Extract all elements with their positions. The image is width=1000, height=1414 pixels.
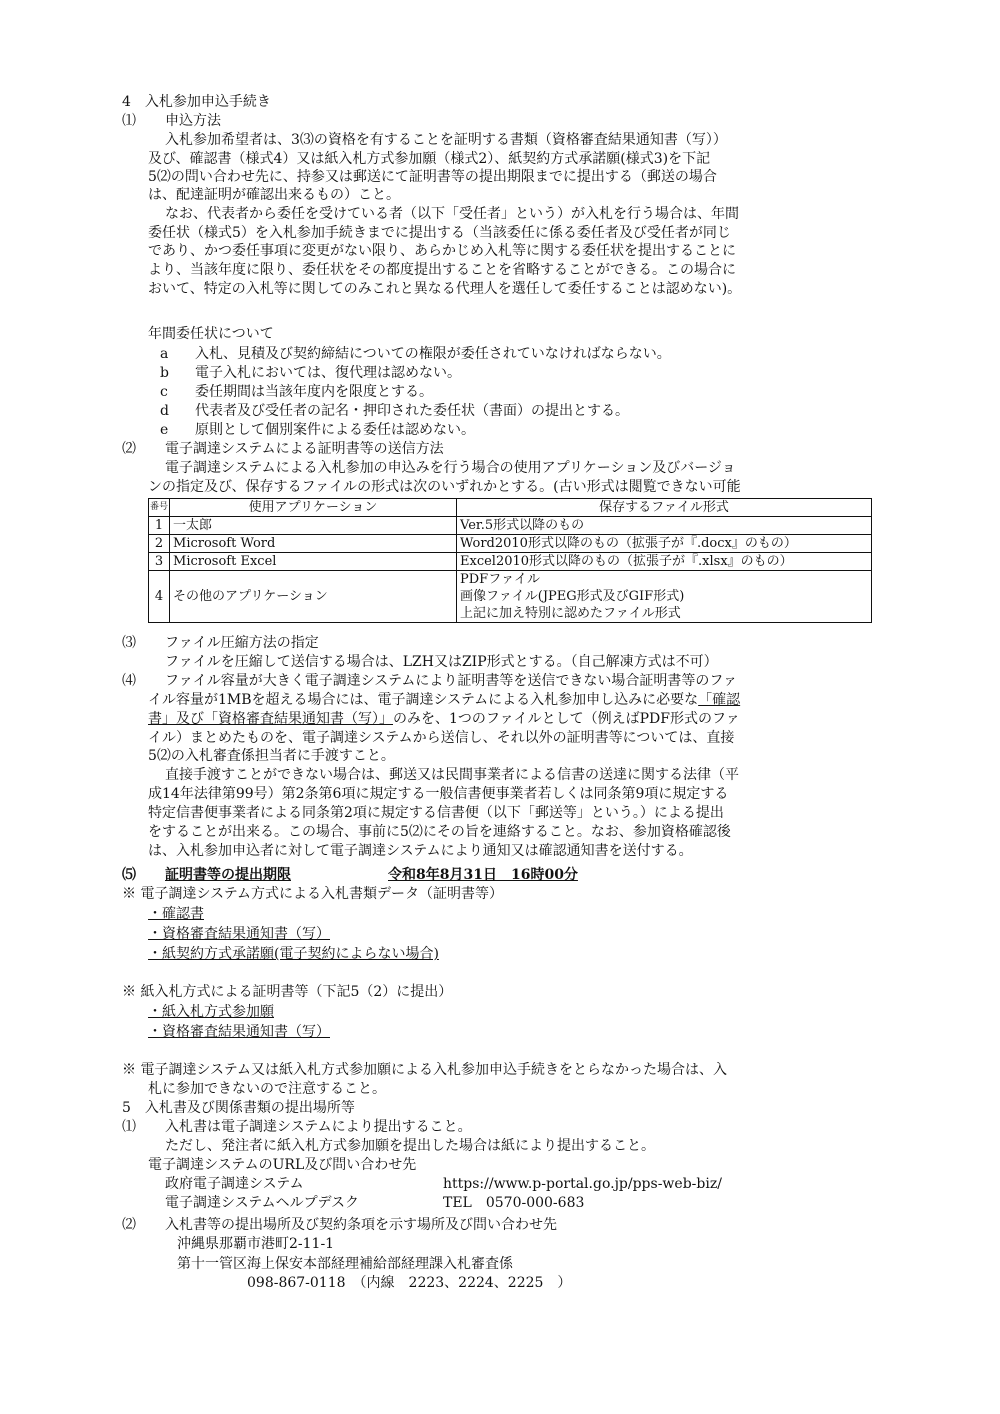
p4-line-9: をすることが出来る。この場合、事前に5⑵にその旨を連絡すること。なお、参加資格確認後 xyxy=(148,824,731,840)
s5-p1-number: ⑴ xyxy=(122,1119,136,1135)
p4-line-7: 成14年法律第99号）第2条第6項に規定する一般信書便事業者若しくは同条第9項に規定する xyxy=(148,786,729,802)
p4-underlined-text: 「確認 xyxy=(698,692,741,708)
p4-line-4: イル）まとめたものを、電子調達システムから送信し、それ以外の証明書等については、直接 xyxy=(148,730,735,746)
note-1-item: ・確認書 xyxy=(148,906,204,922)
p3-number: ⑶ xyxy=(122,635,136,651)
row-application: 一太郎 xyxy=(170,517,457,535)
p4-line-2-text: イル容量が1MBを超える場合には、電子調達システムによる入札参加申し込みに必要な xyxy=(148,692,699,708)
row-file-format xyxy=(457,571,872,623)
note-1-heading: ※ 電子調達システム方式による入札書類データ（証明書等） xyxy=(122,886,504,902)
note-3-line-1: ※ 電子調達システム又は紙入札方式参加願による入札参加申込手続きをとらなかった場合は、入 xyxy=(122,1062,728,1078)
p1-line-9: おいて、特定の入札等に関してのみこれと異なる代理人を選任して委任することは認めない)。 xyxy=(148,281,742,297)
p4-line-8: 特定信書便事業者による同条第2項に規定する信書便（以下「郵送等」という。）による提出 xyxy=(148,805,724,821)
p2-number: ⑵ xyxy=(122,441,136,457)
section-4-heading: 4 入札参加申込手続き xyxy=(122,94,271,110)
header-number: 番号 xyxy=(149,499,170,517)
annual-item-key: e xyxy=(160,422,169,438)
annual-item-text: 入札、見積及び契約締結についての権限が委任されていなければならない。 xyxy=(195,346,671,362)
p5-number: ⑸ xyxy=(122,867,136,883)
row-file-format: Ver.5形式以降のもの xyxy=(457,517,872,535)
p4-line-6: 直接手渡すことができない場合は、郵送又は民間事業者による信書の送達に関する法律（平 xyxy=(165,767,739,783)
p1-title: 申込方法 xyxy=(165,113,221,129)
note-2-item: ・紙入札方式参加願 xyxy=(148,1004,274,1020)
row-number: 2 xyxy=(149,535,170,553)
submission-deadline: 令和8年8月31日 16時00分 xyxy=(388,867,578,883)
p2-line-1: 電子調達システムによる入札参加の申込みを行う場合の使用アプリケーション及びバージョ xyxy=(165,460,736,476)
p1-number: ⑴ xyxy=(122,113,136,129)
p1-line-7: であり、かつ委任事項に変更がない限り、あらかじめ入札等に関する委任状を提出することに xyxy=(148,243,736,259)
row-number: 4 xyxy=(149,571,170,623)
p4-line-10: は、入札参加申込者に対して電子調達システムにより通知又は確認通知書を送付する。 xyxy=(148,843,693,859)
format-line: PDFファイル xyxy=(460,572,540,587)
row-file-format: Word2010形式以降のもの（拡張子が『.docx』のもの） xyxy=(457,535,872,553)
p1-line-2: 及び、確認書（様式4）又は紙入札方式参加願（様式2）、紙契約方式承諾願(様式3)を下記 xyxy=(148,151,711,167)
note-1-item: ・紙契約方式承諾願(電子契約によらない場合) xyxy=(148,946,439,962)
p3-title: ファイル圧縮方法の指定 xyxy=(165,635,319,651)
row-application: Microsoft Word xyxy=(170,535,457,553)
file-format-table xyxy=(148,498,872,623)
office-phone: 098-867-0118 （内線 2223、2224、2225 ） xyxy=(247,1275,572,1291)
p2-line-2: ンの指定及び、保存するファイルの形式は次のいずれかとする。(古い形式は閲覧できない可能 xyxy=(148,479,741,495)
annual-item-key: a xyxy=(160,346,169,362)
table-row xyxy=(149,571,872,623)
annual-item-text: 電子入札においては、復代理は認めない。 xyxy=(195,365,461,381)
p5-title: 証明書等の提出期限 xyxy=(165,867,291,883)
table-row xyxy=(149,517,872,535)
header-application: 使用アプリケーション xyxy=(170,499,457,517)
p4-line-3-text: のみを、1つのファイルとして（例えばPDF形式のファ xyxy=(393,711,740,727)
url-heading: 電子調達システムのURL及び問い合わせ先 xyxy=(148,1157,417,1173)
s5-p2-number: ⑵ xyxy=(122,1217,136,1233)
annual-item-key: b xyxy=(160,365,169,381)
p4-line-3 xyxy=(148,710,740,728)
p1-line-1: 入札参加希望者は、3⑶の資格を有することを証明する書類（資格審査結果通知書（写）） xyxy=(165,132,727,148)
annual-proxy-title: 年間委任状について xyxy=(148,326,274,342)
row-application: Microsoft Excel xyxy=(170,553,457,571)
system-url[interactable]: https://www.p-portal.go.jp/pps-web-biz/ xyxy=(443,1176,722,1192)
header-file-format: 保存するファイル形式 xyxy=(457,499,872,517)
row-number: 3 xyxy=(149,553,170,571)
p1-line-4: は、配達証明が確認出来るもの）こと。 xyxy=(148,187,400,203)
helpdesk-name: 電子調達システムヘルプデスク xyxy=(165,1195,360,1211)
p1-line-8: より、当該年度に限り、委任状をその都度提出することを省略することができる。この場合に xyxy=(148,262,736,278)
row-file-format: Excel2010形式以降のもの（拡張子が『.xlsx』のもの） xyxy=(457,553,872,571)
p3-line: ファイルを圧縮して送信する場合は、LZH又はZIP形式とする。（自己解凍方式は不可） xyxy=(165,654,718,670)
p1-line-5: なお、代表者から委任を受けている者（以下「受任者」という）が入札を行う場合は、年間 xyxy=(165,206,739,222)
s5-p1-line-1: 入札書は電子調達システムにより提出すること。 xyxy=(165,1119,472,1135)
table-header-row xyxy=(149,499,872,517)
row-number: 1 xyxy=(149,517,170,535)
s5-p2-title: 入札書等の提出場所及び契約条項を示す場所及び問い合わせ先 xyxy=(165,1217,557,1233)
section-5-heading: 5 入札書及び関係書類の提出場所等 xyxy=(122,1100,355,1116)
p2-title: 電子調達システムによる証明書等の送信方法 xyxy=(165,441,444,457)
note-2-heading: ※ 紙入札方式による証明書等（下記5（2）に提出） xyxy=(122,984,453,1000)
note-3-line-2: 札に参加できないので注意すること。 xyxy=(148,1081,386,1097)
p4-line-1: ファイル容量が大きく電子調達システムにより証明書等を送信できない場合証明書等のファ xyxy=(165,673,738,689)
p1-line-3: 5⑵の問い合わせ先に、持参又は郵送にて証明書等の提出期限までに提出する（郵送の場合 xyxy=(148,169,717,185)
helpdesk-tel: TEL 0570-000-683 xyxy=(443,1195,585,1211)
system-name: 政府電子調達システム xyxy=(165,1176,304,1192)
p4-line-5: 5⑵の入札審査係担当者に手渡すこと。 xyxy=(148,748,395,764)
note-2-item: ・資格審査結果通知書（写） xyxy=(148,1024,330,1040)
annual-item-text: 委任期間は当該年度内を限度とする。 xyxy=(195,384,433,400)
format-line: 画像ファイル(JPEG形式及びGIF形式) xyxy=(460,589,685,604)
table-row xyxy=(149,553,872,571)
annual-item-text: 代表者及び受任者の記名・押印された委任状（書面）の提出とする。 xyxy=(195,403,629,419)
p4-number: ⑷ xyxy=(122,673,136,689)
office-name: 第十一管区海上保安本部経理補給部経理課入札審査係 xyxy=(177,1256,513,1272)
format-line: 上記に加え特別に認めたファイル形式 xyxy=(460,606,681,621)
note-1-item: ・資格審査結果通知書（写） xyxy=(148,926,330,942)
s5-p1-line-2: ただし、発注者に紙入札方式参加願を提出した場合は紙により提出すること。 xyxy=(165,1138,655,1154)
p4-line-2 xyxy=(148,691,740,709)
row-application: その他のアプリケーション xyxy=(170,571,457,623)
office-address: 沖縄県那覇市港町2-11-1 xyxy=(177,1236,335,1252)
annual-item-key: d xyxy=(160,403,169,419)
p1-line-6: 委任状（様式5）を入札参加手続きまでに提出する（当該委任に係る委任者及び受任者が同じ xyxy=(148,225,731,241)
annual-item-text: 原則として個別案件による委任は認めない。 xyxy=(195,422,475,438)
p4-underlined-text: 書」及び「資格審査結果通知書（写）」 xyxy=(148,711,393,727)
annual-item-key: c xyxy=(160,384,168,400)
table-row xyxy=(149,535,872,553)
